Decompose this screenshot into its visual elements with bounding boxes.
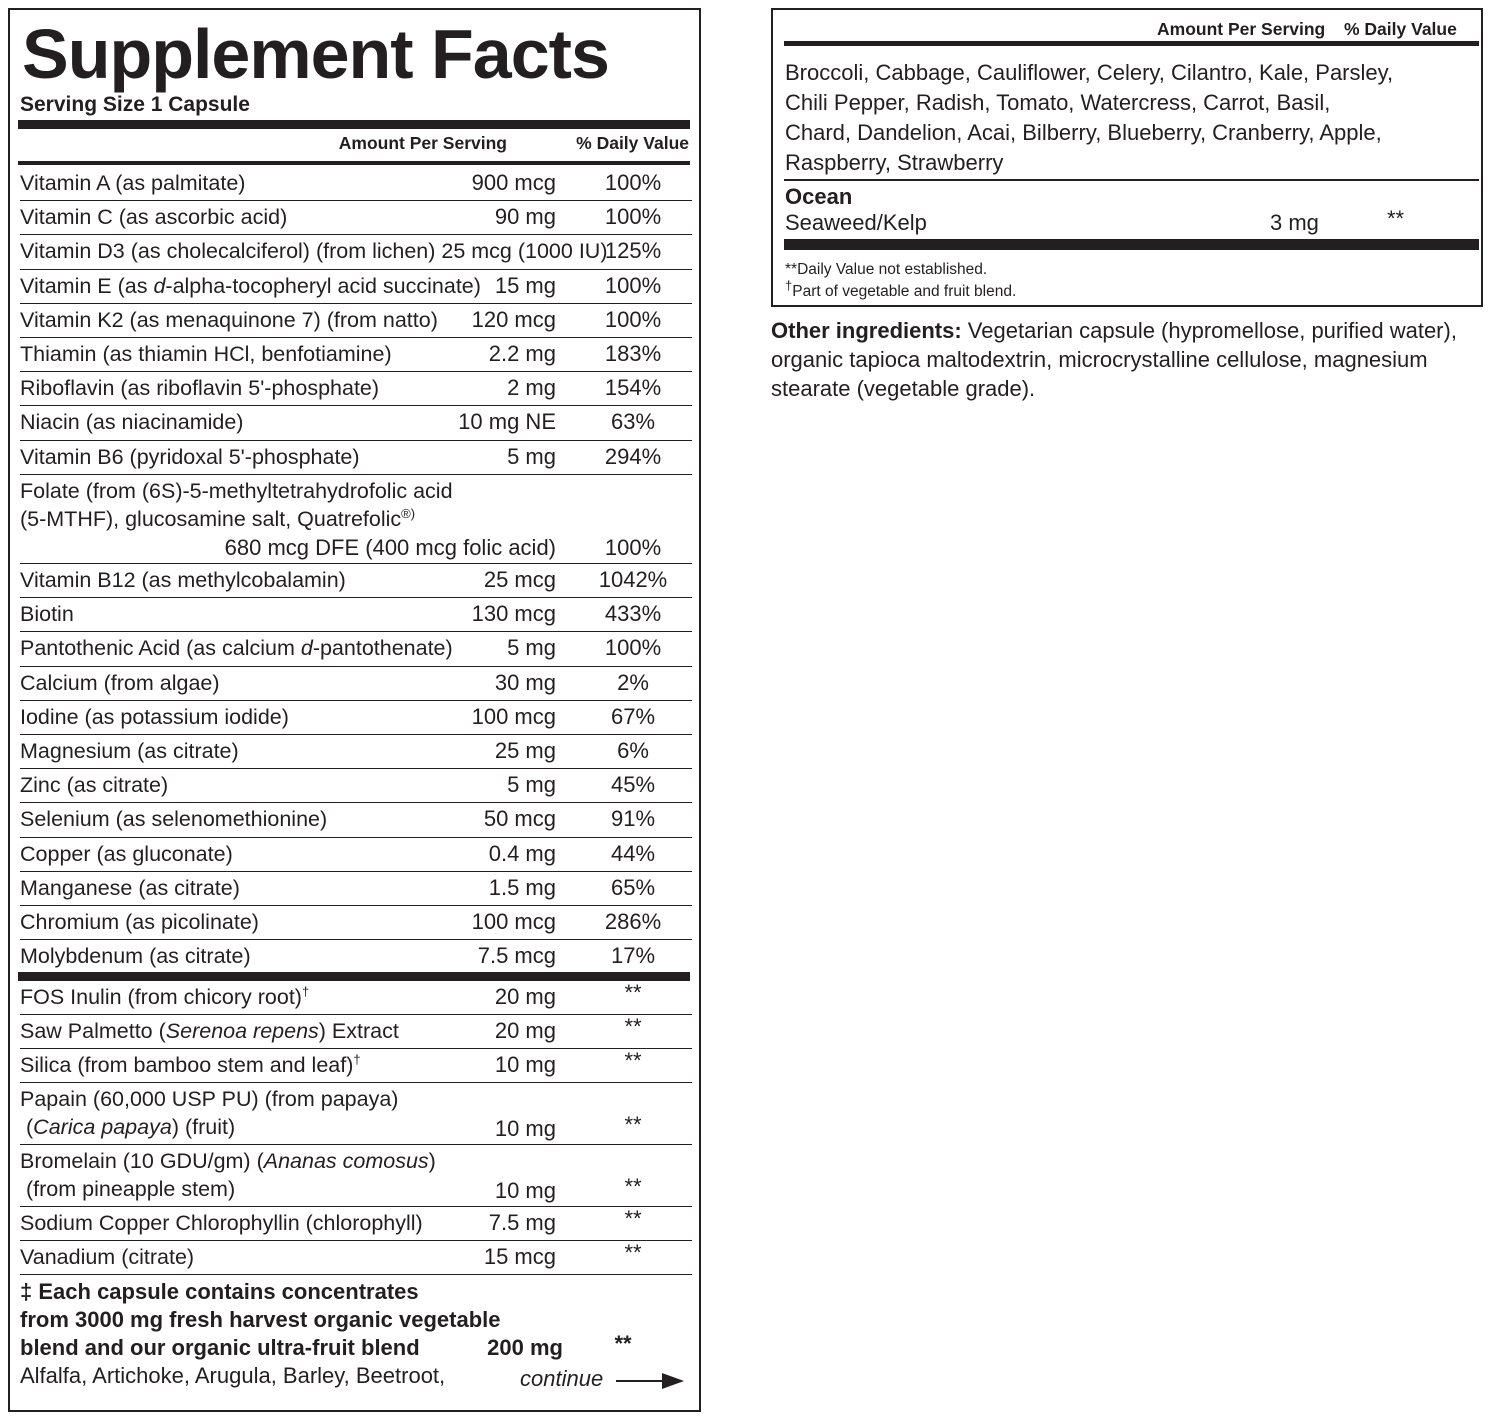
supplement-facts-panel bbox=[8, 8, 701, 1412]
table-row bbox=[20, 270, 692, 304]
nutrient-name: Iodine (as potassium iodide) bbox=[20, 704, 289, 729]
nutrient-amount: 20 mg bbox=[494, 1018, 556, 1043]
amount-header: Amount Per Serving bbox=[1157, 19, 1326, 39]
table-row bbox=[20, 701, 692, 735]
thick-divider bbox=[18, 120, 690, 129]
ingredient-line: Chard, Dandelion, Acai, Bilberry, Blueberry, Cranberry, Apple, bbox=[785, 120, 1382, 145]
nutrient-dv: 100% bbox=[604, 306, 662, 332]
nutrient-name: Chromium (as picolinate) bbox=[20, 910, 259, 934]
nutrient-amount: 1.5 mg bbox=[488, 874, 556, 900]
table-row bbox=[20, 201, 692, 235]
nutrient-amount: 5 mg bbox=[507, 443, 556, 469]
nutrient-dv: 17% bbox=[610, 943, 656, 969]
ocean-label: Ocean bbox=[785, 184, 853, 209]
nutrient-amount: 120 mcg bbox=[471, 306, 556, 332]
nutrient-name: Thiamin (as thiamin HCl, benfotiamine) bbox=[20, 342, 392, 366]
nutrient-amount: 680 mcg DFE (400 mcg folic acid) bbox=[224, 535, 556, 560]
table-row bbox=[20, 304, 692, 338]
table-row bbox=[20, 564, 692, 598]
table-row bbox=[20, 1241, 692, 1275]
dv-header: % Daily Value bbox=[576, 133, 689, 153]
table-row bbox=[20, 940, 692, 974]
nutrient-amount: 15 mg bbox=[494, 272, 556, 298]
table-row bbox=[20, 598, 692, 632]
ingredient-line: Broccoli, Cabbage, Cauliflower, Celery, Cilantro, Kale, Parsley, bbox=[785, 60, 1394, 85]
ingredient-line: Raspberry, Strawberry bbox=[785, 150, 1004, 175]
table-row-papain bbox=[20, 1083, 692, 1145]
nutrient-amount: 7.5 mg bbox=[488, 1210, 556, 1235]
nutrient-dv: 45% bbox=[610, 772, 656, 798]
continue-label: continue bbox=[520, 1366, 604, 1391]
table-row bbox=[20, 441, 692, 475]
nutrient-dv: 183% bbox=[604, 341, 662, 366]
table-row bbox=[20, 338, 692, 372]
nutrient-name: Vitamin B12 (as methylcobalamin) bbox=[20, 568, 346, 592]
nutrient-amount: 5 mg bbox=[507, 772, 556, 798]
amount-header: Amount Per Serving bbox=[338, 133, 507, 153]
table-row bbox=[20, 1207, 692, 1241]
table-row-bromelain bbox=[20, 1145, 692, 1207]
nutrient-amount: 2.2 mg bbox=[488, 341, 556, 366]
blend-amount: 200 mg bbox=[487, 1335, 563, 1360]
nutrient-amount: 0.4 mg bbox=[488, 840, 556, 866]
nutrient-name: Folate (from (6S)-5-methyltetrahydrofolic acid bbox=[20, 479, 453, 503]
nutrient-name-cont: (from pineapple stem) bbox=[26, 1177, 236, 1201]
table-row bbox=[20, 167, 692, 201]
nutrient-dv: 100% bbox=[604, 170, 662, 195]
seaweed-name: Seaweed/Kelp bbox=[785, 210, 927, 235]
blend-line-2: from 3000 mg fresh harvest organic vegetable bbox=[20, 1307, 501, 1332]
nutrient-name: Pantothenic Acid (as calcium d-pantothenate) bbox=[20, 636, 453, 661]
nutrient-dv: ** bbox=[624, 1048, 642, 1073]
nutrient-dv: ** bbox=[624, 1014, 642, 1039]
nutrient-amount: 10 mg NE bbox=[458, 409, 556, 435]
nutrient-amount: 10 mg bbox=[494, 1116, 556, 1141]
nutrient-amount: 50 mcg bbox=[483, 806, 556, 832]
seaweed-amount: 3 mg bbox=[1270, 210, 1319, 235]
nutrient-name: Vitamin E (as d-alpha-tocopheryl acid succinate) bbox=[20, 273, 481, 298]
nutrient-name: Sodium Copper Chlorophyllin (chlorophyll) bbox=[20, 1211, 423, 1235]
table-row bbox=[20, 1015, 692, 1049]
nutrient-name: Riboflavin (as riboflavin 5'-phosphate) bbox=[20, 376, 380, 401]
nutrient-dv: 100% bbox=[604, 635, 662, 661]
nutrient-name: Zinc (as citrate) bbox=[20, 773, 169, 798]
nutrient-dv: 100% bbox=[604, 204, 662, 230]
nutrient-name: Magnesium (as citrate) bbox=[20, 739, 239, 763]
nutrient-dv: 91% bbox=[610, 806, 656, 832]
nutrient-name: Selenium (as selenomethionine) bbox=[20, 807, 328, 832]
nutrient-name: Vanadium (citrate) bbox=[20, 1245, 195, 1269]
nutrient-amount: 900 mcg bbox=[471, 170, 556, 195]
nutrient-name: FOS Inulin (from chicory root)† bbox=[20, 983, 310, 1009]
nutrient-amount: 10 mg bbox=[494, 1178, 556, 1203]
medium-divider bbox=[18, 161, 690, 165]
nutrient-amount: 30 mg bbox=[494, 669, 556, 695]
table-row bbox=[20, 981, 692, 1015]
nutrient-name: Bromelain (10 GDU/gm) (Ananas comosus) bbox=[20, 1149, 436, 1173]
blend-line-3: blend and our organic ultra-fruit blend bbox=[20, 1335, 420, 1360]
nutrient-name: Vitamin B6 (pyridoxal 5'-phosphate) bbox=[20, 444, 360, 469]
nutrient-name: Vitamin C (as ascorbic acid) bbox=[20, 205, 288, 230]
seaweed-dv: ** bbox=[1387, 206, 1405, 231]
nutrient-dv: 2% bbox=[617, 669, 649, 695]
nutrient-dv: 1042% bbox=[598, 567, 668, 592]
nutrient-name: Copper (as gluconate) bbox=[20, 841, 233, 866]
nutrient-dv: ** bbox=[624, 1112, 642, 1137]
blend-dv: ** bbox=[614, 1331, 632, 1356]
table-row bbox=[20, 803, 692, 837]
nutrient-name: Biotin bbox=[20, 602, 74, 627]
table-row bbox=[20, 667, 692, 701]
thick-divider-2 bbox=[18, 972, 690, 981]
panel-title: Supplement Facts bbox=[22, 15, 609, 93]
blend-ingredients: Alfalfa, Artichoke, Arugula, Barley, Beetroot, bbox=[20, 1363, 446, 1388]
table-row bbox=[20, 1049, 692, 1083]
table-row bbox=[20, 838, 692, 872]
nutrient-dv: 65% bbox=[610, 874, 656, 900]
nutrient-dv: 100% bbox=[604, 272, 662, 298]
nutrient-dv: 294% bbox=[604, 443, 662, 469]
nutrient-name: Saw Palmetto (Serenoa repens) Extract bbox=[20, 1019, 399, 1043]
nutrient-dv: 154% bbox=[604, 375, 662, 401]
nutrient-amount: 130 mcg bbox=[471, 601, 556, 627]
nutrient-amount: 15 mcg bbox=[483, 1244, 556, 1269]
nutrient-name: Niacin (as niacinamide) bbox=[20, 410, 244, 435]
nutrient-amount: 90 mg bbox=[494, 204, 556, 230]
table-row-folate bbox=[20, 475, 692, 564]
table-row bbox=[20, 735, 692, 769]
nutrient-amount: 20 mg bbox=[494, 984, 556, 1009]
continue-arrow-icon bbox=[616, 1370, 686, 1392]
table-row bbox=[20, 235, 692, 269]
nutrient-amount: 25 mcg bbox=[483, 567, 556, 592]
nutrient-name: Papain (60,000 USP PU) (from papaya) bbox=[20, 1087, 399, 1111]
thin-divider bbox=[784, 179, 1479, 181]
nutrient-dv: 100% bbox=[604, 535, 662, 560]
nutrient-dv: 44% bbox=[610, 840, 656, 866]
nutrient-amount: 5 mg bbox=[507, 635, 556, 661]
table-row bbox=[20, 769, 692, 803]
nutrient-dv: 433% bbox=[604, 601, 662, 627]
footnote-dv: **Daily Value not established. bbox=[785, 261, 988, 278]
table-row bbox=[20, 632, 692, 666]
nutrient-amount: 10 mg bbox=[494, 1052, 556, 1077]
nutrient-amount: 100 mcg bbox=[471, 909, 556, 934]
nutrient-dv: 6% bbox=[617, 738, 649, 763]
other-ingredients: Other ingredients: Vegetarian capsule (hypromellose, purified water), organic tapioca maltodextrin, microcrystalline cellulose, magnesium stearate (vegetable grade). bbox=[771, 318, 1457, 401]
thick-divider bbox=[784, 239, 1479, 250]
table-row bbox=[20, 372, 692, 406]
nutrient-name: Calcium (from algae) bbox=[20, 670, 220, 695]
nutrient-name: Molybdenum (as citrate) bbox=[20, 944, 251, 969]
supplement-facts-continued-panel bbox=[771, 8, 1483, 307]
nutrient-name: Vitamin K2 (as menaquinone 7) (from natto) bbox=[20, 307, 438, 332]
nutrient-name: Vitamin D3 (as cholecalciferol) (from lichen) 25 mcg (1000 IU) bbox=[20, 239, 608, 264]
dv-header: % Daily Value bbox=[1344, 19, 1457, 39]
table-row bbox=[20, 406, 692, 440]
table-row bbox=[20, 872, 692, 906]
nutrient-dv: 63% bbox=[610, 409, 656, 435]
table-row bbox=[20, 906, 692, 940]
nutrient-dv: ** bbox=[624, 980, 642, 1005]
nutrient-name: Silica (from bamboo stem and leaf)† bbox=[20, 1051, 361, 1077]
nutrient-dv: 286% bbox=[604, 909, 662, 934]
nutrient-name: Vitamin A (as palmitate) bbox=[20, 171, 246, 195]
nutrient-name-cont: (5-MTHF), glucosamine salt, Quatrefolic®) bbox=[20, 505, 416, 531]
ingredient-line: Chili Pepper, Radish, Tomato, Watercress, Carrot, Basil, bbox=[785, 90, 1331, 115]
nutrient-dv: 67% bbox=[610, 703, 656, 729]
nutrient-dv: 125% bbox=[604, 238, 662, 264]
nutrient-dv: ** bbox=[624, 1206, 642, 1231]
serving-size: Serving Size 1 Capsule bbox=[20, 93, 250, 116]
nutrient-dv: ** bbox=[624, 1174, 642, 1199]
nutrient-dv: ** bbox=[624, 1240, 642, 1265]
nutrient-name-cont: (Carica papaya) (fruit) bbox=[26, 1115, 236, 1139]
blend-line-1: ‡ Each capsule contains concentrates bbox=[20, 1279, 419, 1304]
nutrient-amount: 100 mcg bbox=[471, 703, 556, 729]
medium-divider bbox=[784, 41, 1479, 46]
nutrient-amount: 2 mg bbox=[507, 375, 556, 401]
nutrient-amount: 25 mg bbox=[494, 738, 556, 763]
nutrient-name: Manganese (as citrate) bbox=[20, 875, 240, 900]
footnote-blend: †Part of vegetable and fruit blend. bbox=[785, 277, 1017, 300]
nutrient-amount: 7.5 mcg bbox=[477, 943, 556, 969]
